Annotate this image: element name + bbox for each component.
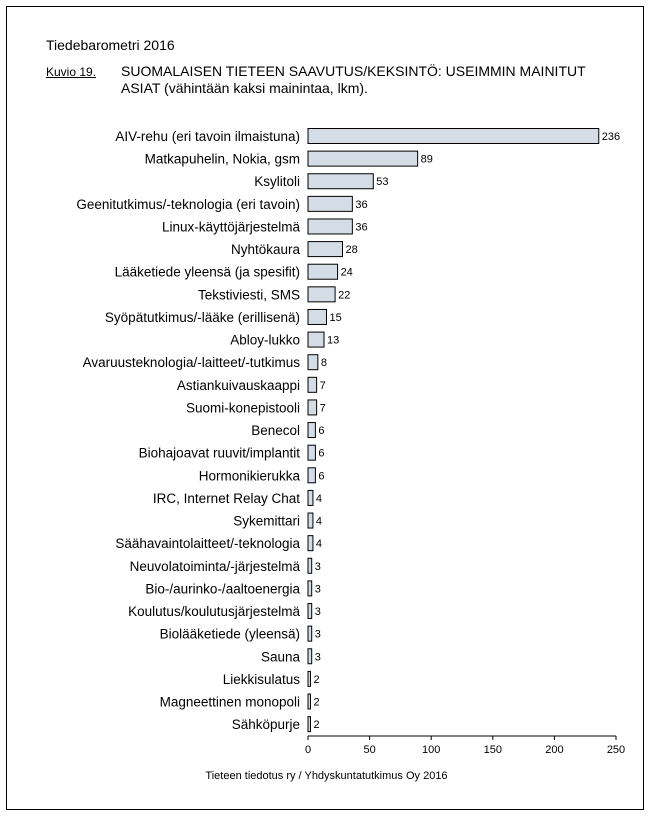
bar <box>308 671 310 686</box>
category-label: Linux-käyttöjärjestelmä <box>161 219 300 235</box>
category-label: Lääketiede yleensä (ja spesifit) <box>114 264 300 280</box>
bar <box>308 445 315 460</box>
x-tick-label: 50 <box>363 744 376 756</box>
bar <box>308 717 310 732</box>
value-label: 89 <box>420 153 433 166</box>
category-label: Magneettinen monopoli <box>159 694 300 710</box>
bar <box>308 332 324 347</box>
category-label: Astiankuivauskaappi <box>176 377 300 393</box>
value-label: 3 <box>314 583 321 596</box>
bar <box>308 626 312 641</box>
value-label: 2 <box>313 673 320 686</box>
value-label: 13 <box>327 334 340 347</box>
bar <box>308 649 312 664</box>
category-label: Koulutus/koulutusjärjestelmä <box>128 604 300 620</box>
value-label: 22 <box>338 289 351 302</box>
figure-label: Kuvio 19. <box>46 65 97 79</box>
bar <box>308 287 335 302</box>
value-label: 8 <box>320 357 327 370</box>
value-label: 24 <box>340 266 353 279</box>
bar <box>308 174 373 189</box>
value-label: 6 <box>318 447 325 460</box>
value-label: 6 <box>318 470 325 483</box>
bar <box>308 219 352 234</box>
value-label: 36 <box>355 221 368 234</box>
value-label: 2 <box>313 719 320 732</box>
category-label: Sykemittari <box>233 513 300 529</box>
bar <box>308 558 312 573</box>
bar <box>308 151 418 166</box>
value-label: 3 <box>314 560 321 573</box>
category-label: Avaruusteknologia/-laitteet/-tutkimus <box>82 355 300 371</box>
bar <box>308 196 352 211</box>
category-label: Sähköpurje <box>231 717 300 733</box>
bar <box>308 536 313 551</box>
category-label: Tekstiviesti, SMS <box>197 287 300 303</box>
value-label: 7 <box>319 402 326 415</box>
value-label: 7 <box>319 379 326 392</box>
value-label: 15 <box>329 311 342 324</box>
bar <box>308 490 313 505</box>
value-label: 3 <box>314 606 321 619</box>
value-label: 2 <box>313 696 320 709</box>
category-label: Sauna <box>260 649 300 665</box>
category-label: Benecol <box>251 423 300 439</box>
bar <box>308 355 318 370</box>
bar <box>308 513 313 528</box>
value-label: 53 <box>376 176 389 189</box>
bar <box>308 581 312 596</box>
bar <box>308 423 315 438</box>
x-tick-label: 150 <box>483 744 502 756</box>
value-label: 3 <box>314 628 321 641</box>
bar <box>308 694 310 709</box>
category-label: Neuvolatoiminta/-järjestelmä <box>129 558 300 574</box>
bar <box>308 400 317 415</box>
category-label: Biolääketiede (yleensä) <box>159 626 300 642</box>
chart-title: SUOMALAISEN TIETEEN SAAVUTUS/KEKSINTÖ: USEIMMIN MAINITUT ASIAT (vähintään kaksi mainintaa, lkm). <box>121 63 586 96</box>
value-label: 28 <box>345 244 358 257</box>
bar <box>308 129 599 144</box>
value-label: 4 <box>315 515 323 528</box>
category-label: Nyhtökaura <box>230 242 300 258</box>
category-label: Ksylitoli <box>254 174 300 190</box>
bar <box>308 468 315 483</box>
x-tick-label: 250 <box>606 744 626 756</box>
bar <box>308 377 317 392</box>
x-tick-label: 200 <box>545 744 564 756</box>
x-tick-label: 0 <box>304 744 312 756</box>
x-tick-label: 100 <box>422 744 441 756</box>
bar <box>308 309 326 324</box>
category-label: Hormonikierukka <box>198 468 300 484</box>
category-label: Suomi-konepistooli <box>185 400 300 416</box>
bar <box>308 264 338 279</box>
source-note: Tieteen tiedotus ry / Yhdyskuntatutkimus Oy 2016 <box>205 770 448 782</box>
category-label: Abloy-lukko <box>230 332 300 348</box>
category-label: Biohajoavat ruuvit/implantit <box>138 445 300 461</box>
value-label: 4 <box>315 492 323 505</box>
category-label: IRC, Internet Relay Chat <box>152 490 300 506</box>
category-label: Syöpätutkimus/-lääke (erillisenä) <box>104 309 300 325</box>
value-label: 3 <box>314 651 321 664</box>
report-title: Tiedebarometri 2016 <box>46 37 175 53</box>
value-label: 4 <box>315 538 323 551</box>
value-label: 236 <box>601 131 621 143</box>
bar <box>308 242 342 257</box>
category-label: Geenitutkimus/-teknologia (eri tavoin) <box>76 196 300 212</box>
category-label: Liekkisulatus <box>222 671 300 687</box>
category-label: Säähavaintolaitteet/-teknologia <box>115 536 300 552</box>
category-label: Matkapuhelin, Nokia, gsm <box>144 151 300 167</box>
category-label: AIV-rehu (eri tavoin ilmaistuna) <box>115 129 300 144</box>
value-label: 6 <box>318 425 325 438</box>
category-label: Bio-/aurinko-/aaltoenergia <box>145 581 300 597</box>
bar <box>308 604 312 619</box>
value-label: 36 <box>355 198 368 211</box>
